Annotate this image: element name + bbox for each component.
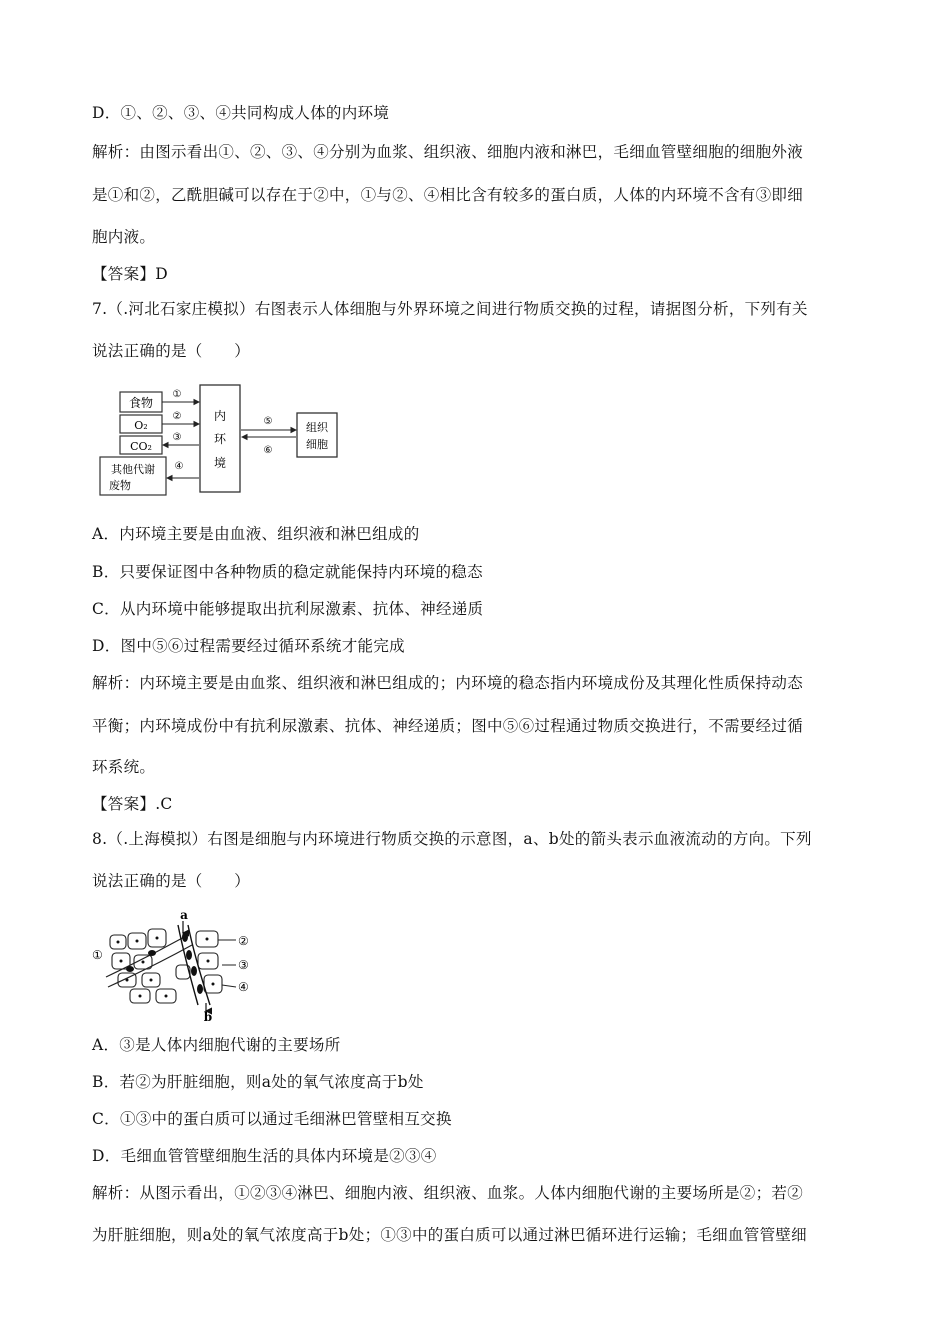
question-8-line2: 说法正确的是（ ） xyxy=(92,872,251,890)
num-4: ④ xyxy=(174,461,184,472)
label-inner-2: 环 xyxy=(213,432,227,446)
num-6: ⑥ xyxy=(263,445,273,456)
option-a-q8: A．③是人体内细胞代谢的主要场所 xyxy=(92,1036,341,1054)
option-b-q7: B．只要保证图中各种物质的稳定就能保持内环境的稳态 xyxy=(92,563,483,581)
option-a-q7: A．内环境主要是由血液、组织液和淋巴组成的 xyxy=(92,525,420,543)
figure-cell-exchange xyxy=(88,905,268,1025)
label-inner-3: 境 xyxy=(213,456,227,470)
option-d-q8: D．毛细血管管壁细胞生活的具体内环境是②③④ xyxy=(92,1147,437,1165)
fig2-label-a: a xyxy=(180,908,188,922)
analysis-q8-line1: 解析：从图示看出，①②③④淋巴、细胞内液、组织液、血浆。人体内细胞代谢的主要场所是②；若② xyxy=(92,1184,804,1202)
option-d-q7: D．图中⑤⑥过程需要经过循环系统才能完成 xyxy=(92,637,405,655)
analysis-q6-line3: 胞内液。 xyxy=(92,228,156,246)
analysis-q7-line1: 解析：内环境主要是由血浆、组织液和淋巴组成的；内环境的稳态指内环境成份及其理化性质保持动态 xyxy=(92,674,804,692)
answer-q7: 【答案】.C xyxy=(92,795,173,813)
label-tissue-2: 细胞 xyxy=(306,438,328,451)
analysis-q7-line3: 环系统。 xyxy=(92,758,156,776)
option-c-q7: C．从内环境中能够提取出抗利尿激素、抗体、神经递质 xyxy=(92,600,484,618)
question-8-line1: 8.（.上海模拟）右图是细胞与内环境进行物质交换的示意图，a、b处的箭头表示血液流动的方向。下列 xyxy=(92,830,812,848)
analysis-q8-line2: 为肝脏细胞，则a处的氧气浓度高于b处；①③中的蛋白质可以通过淋巴循环进行运输；毛细血管管壁细 xyxy=(92,1226,807,1244)
question-7-line1: 7.（.河北石家庄模拟）右图表示人体细胞与外界环境之间进行物质交换的过程，请据图分析，下列有关 xyxy=(92,300,808,318)
fig2-num-1: ① xyxy=(92,948,103,962)
analysis-q6-line2: 是①和②，乙酰胆碱可以存在于②中，①与②、④相比含有较多的蛋白质，人体的内环境不含有③即细 xyxy=(92,186,804,204)
analysis-q6-line1: 解析：由图示看出①、②、③、④分别为血浆、组织液、细胞内液和淋巴，毛细血管壁细胞的细胞外液 xyxy=(92,143,804,161)
option-c-q8: C．①③中的蛋白质可以通过毛细淋巴管壁相互交换 xyxy=(92,1110,452,1128)
label-o2: O₂ xyxy=(134,419,148,432)
label-inner-1: 内 xyxy=(213,409,227,423)
fig2-label-b: b xyxy=(203,1010,213,1024)
label-waste-2: 废物 xyxy=(109,479,131,492)
label-waste-1: 其他代谢 xyxy=(111,463,155,476)
num-3: ③ xyxy=(172,432,182,443)
analysis-q7-line2: 平衡；内环境成份中有抗利尿激素、抗体、神经递质；图中⑤⑥过程通过物质交换进行，不需要经过循 xyxy=(92,717,804,735)
num-5: ⑤ xyxy=(263,416,273,427)
question-7-line2: 说法正确的是（ ） xyxy=(92,342,251,360)
fig2-num-2: ② xyxy=(238,934,249,948)
label-tissue-1: 组织 xyxy=(306,421,328,434)
label-food: 食物 xyxy=(128,396,154,410)
figure-internal-environment xyxy=(92,375,357,500)
option-d-q6: D．①、②、③、④共同构成人体的内环境 xyxy=(92,104,390,122)
num-1: ① xyxy=(172,389,182,400)
label-co2: CO₂ xyxy=(130,440,152,453)
option-b-q8: B．若②为肝脏细胞，则a处的氧气浓度高于b处 xyxy=(92,1073,424,1091)
num-2: ② xyxy=(172,411,182,422)
fig2-num-4: ④ xyxy=(238,980,249,994)
fig2-num-3: ③ xyxy=(238,958,249,972)
answer-q6: 【答案】D xyxy=(92,265,168,283)
